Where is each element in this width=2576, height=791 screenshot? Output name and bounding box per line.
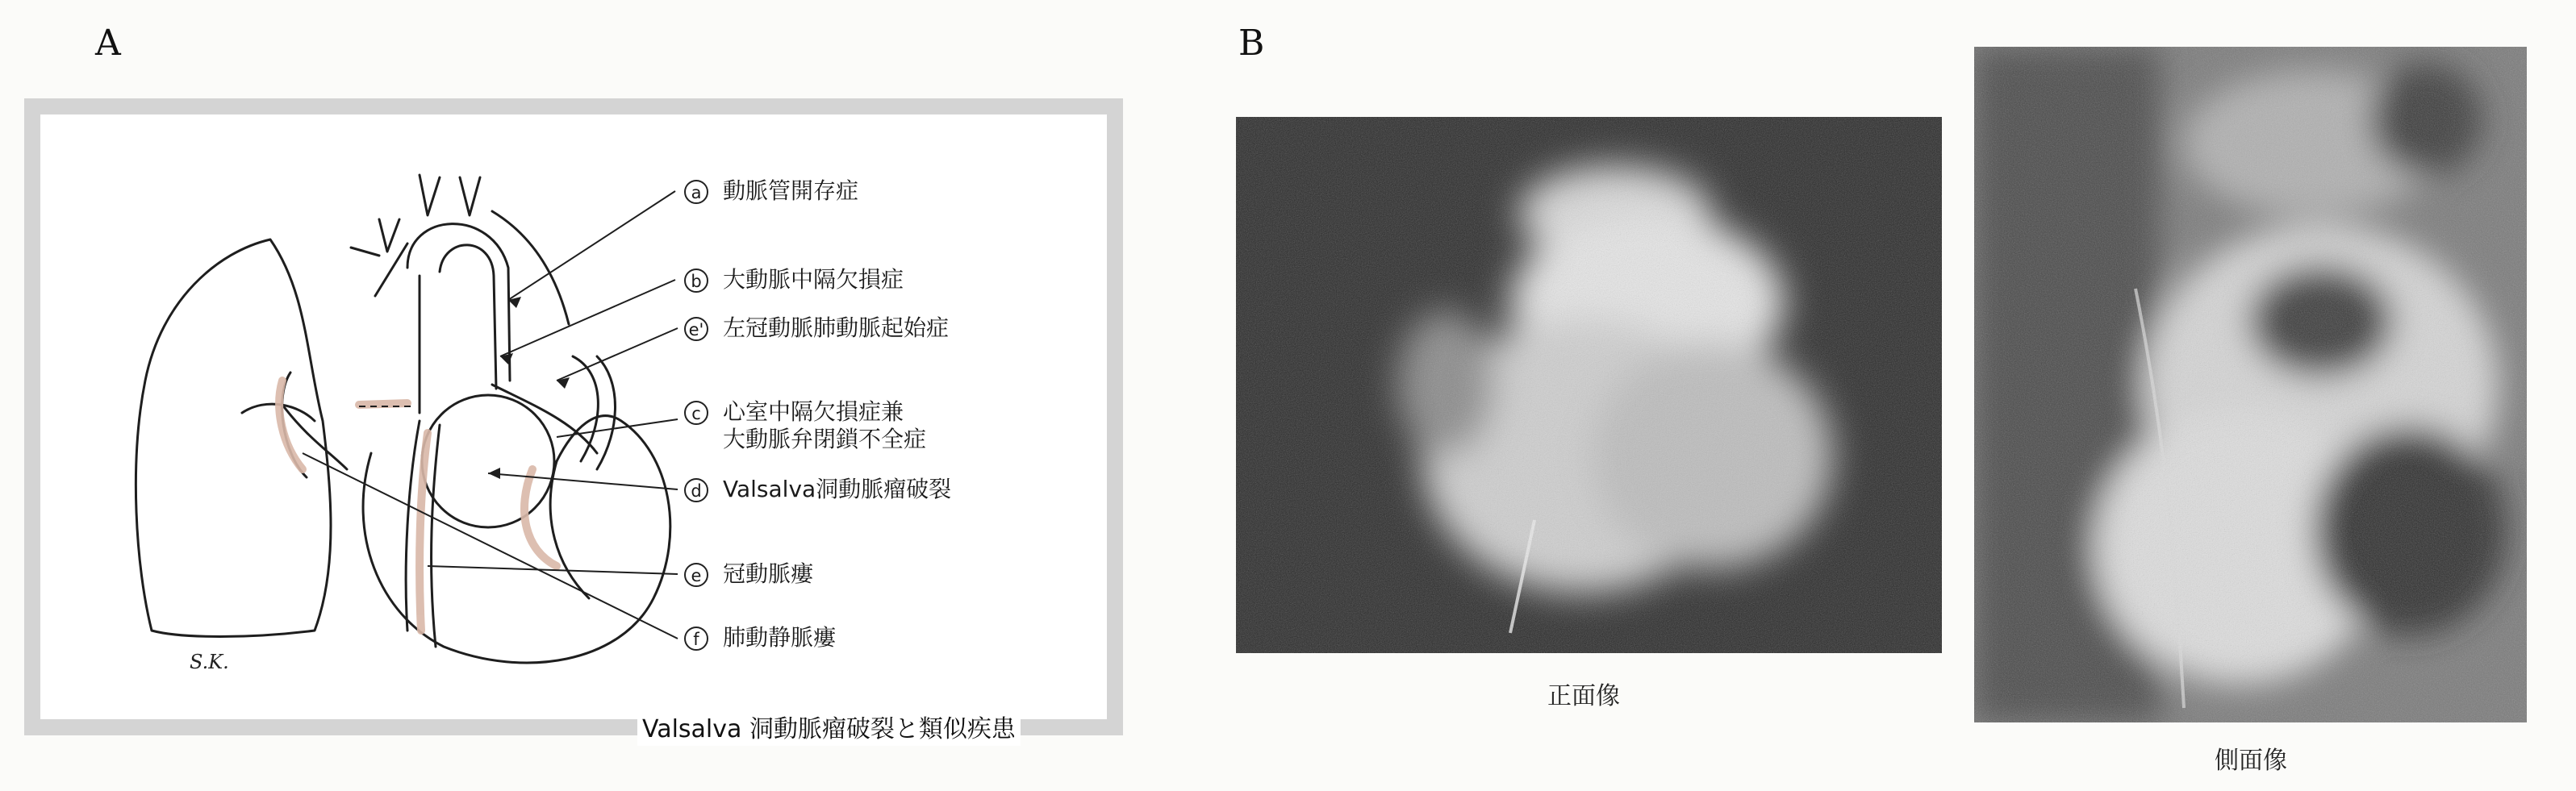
label-e: e 冠動脈瘻 — [684, 560, 813, 588]
label-b: b 大動脈中隔欠損症 — [684, 266, 904, 294]
marker-e-prime: e' — [684, 317, 708, 341]
leader-e-prime — [557, 328, 678, 381]
marker-a: a — [684, 180, 708, 204]
heart-diagram — [40, 114, 1107, 719]
marker-d: d — [684, 478, 708, 502]
marker-c: c — [684, 401, 708, 425]
lateral-angiogram — [1974, 47, 2527, 722]
frontal-caption: 正面像 — [1547, 682, 1620, 710]
leader-c — [557, 419, 678, 437]
panel-b-letter: B — [1238, 23, 1265, 64]
marker-b: b — [684, 269, 708, 293]
leader-b — [500, 280, 675, 356]
valsalva-sinus — [422, 395, 554, 527]
label-e-prime: e' 左冠動脈肺動脈起始症 — [684, 314, 949, 342]
marker-f: f — [684, 627, 708, 651]
label-f: f 肺動静脈瘻 — [684, 624, 836, 652]
frontal-angiogram — [1236, 117, 1942, 653]
artist-signature: S.K. — [190, 651, 229, 673]
panel-a-letter: A — [95, 23, 121, 64]
lateral-caption: 側面像 — [2215, 747, 2287, 775]
figure-caption: Valsalva 洞動脈瘤破裂と類似疾患 — [637, 707, 1021, 746]
marker-e: e — [684, 563, 708, 587]
leader-f — [303, 453, 678, 639]
right-lung-outline — [136, 239, 331, 637]
heart-outline — [363, 416, 670, 663]
diagram-frame — [24, 98, 1123, 743]
label-d: d Valsalva洞動脈瘤破裂 — [684, 476, 951, 503]
label-a: a 動脈管開存症 — [684, 177, 858, 205]
leader-d — [488, 473, 678, 489]
label-c: c 心室中隔欠損症兼 大動脈弁閉鎖不全症 — [684, 398, 926, 453]
leader-a — [508, 191, 675, 300]
